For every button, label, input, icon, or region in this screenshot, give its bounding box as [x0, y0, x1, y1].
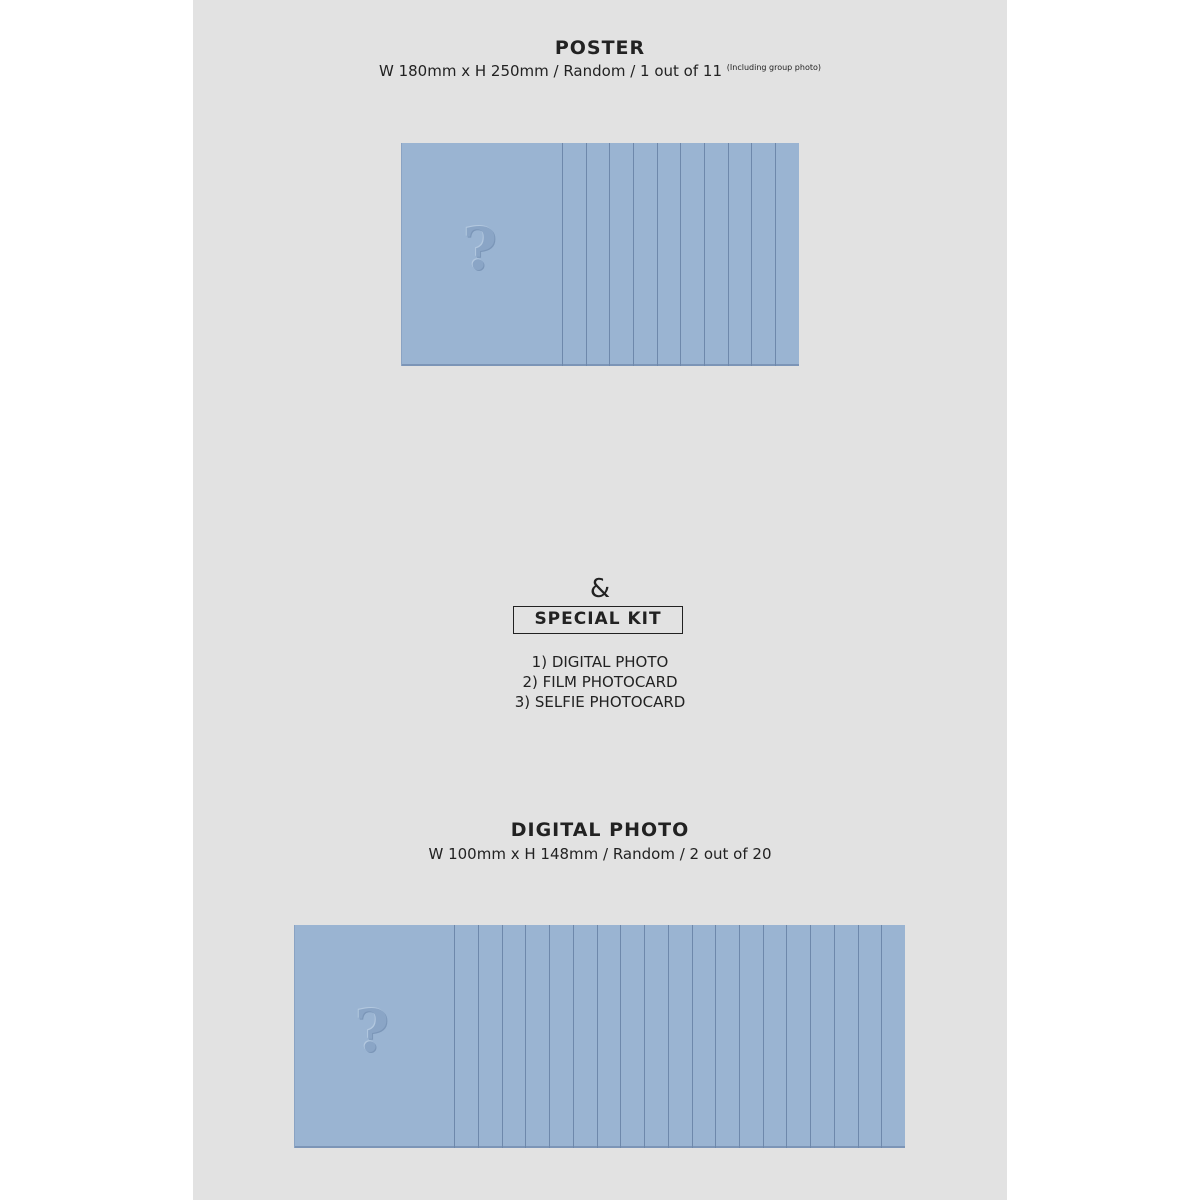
question-mark-icon: ? — [463, 215, 497, 283]
digital-photo-card-stack — [294, 925, 905, 1148]
special-kit-item: 1) DIGITAL PHOTO — [531, 653, 669, 671]
poster-note: (Including group photo) — [726, 63, 821, 72]
special-kit-list — [0, 652, 1200, 712]
special-kit-item: 3) SELFIE PHOTOCARD — [514, 693, 686, 711]
digital-photo-card — [881, 925, 905, 1148]
ampersand: & — [589, 574, 611, 604]
digital-photo-spec: W 100mm x H 148mm / Random / 2 out of 20 — [428, 845, 772, 863]
poster-spec — [0, 62, 1200, 80]
poster-card — [775, 143, 799, 366]
digital-photo-title: DIGITAL PHOTO — [510, 819, 690, 841]
poster-card-stack — [401, 143, 799, 366]
poster-spec-text: W 180mm x H 250mm / Random / 1 out of 11 — [378, 62, 722, 80]
poster-title: POSTER — [554, 37, 646, 59]
special-kit-label: SPECIAL KIT — [513, 606, 683, 634]
special-kit-item: 2) FILM PHOTOCARD — [522, 673, 678, 691]
question-mark-icon: ? — [355, 997, 389, 1065]
